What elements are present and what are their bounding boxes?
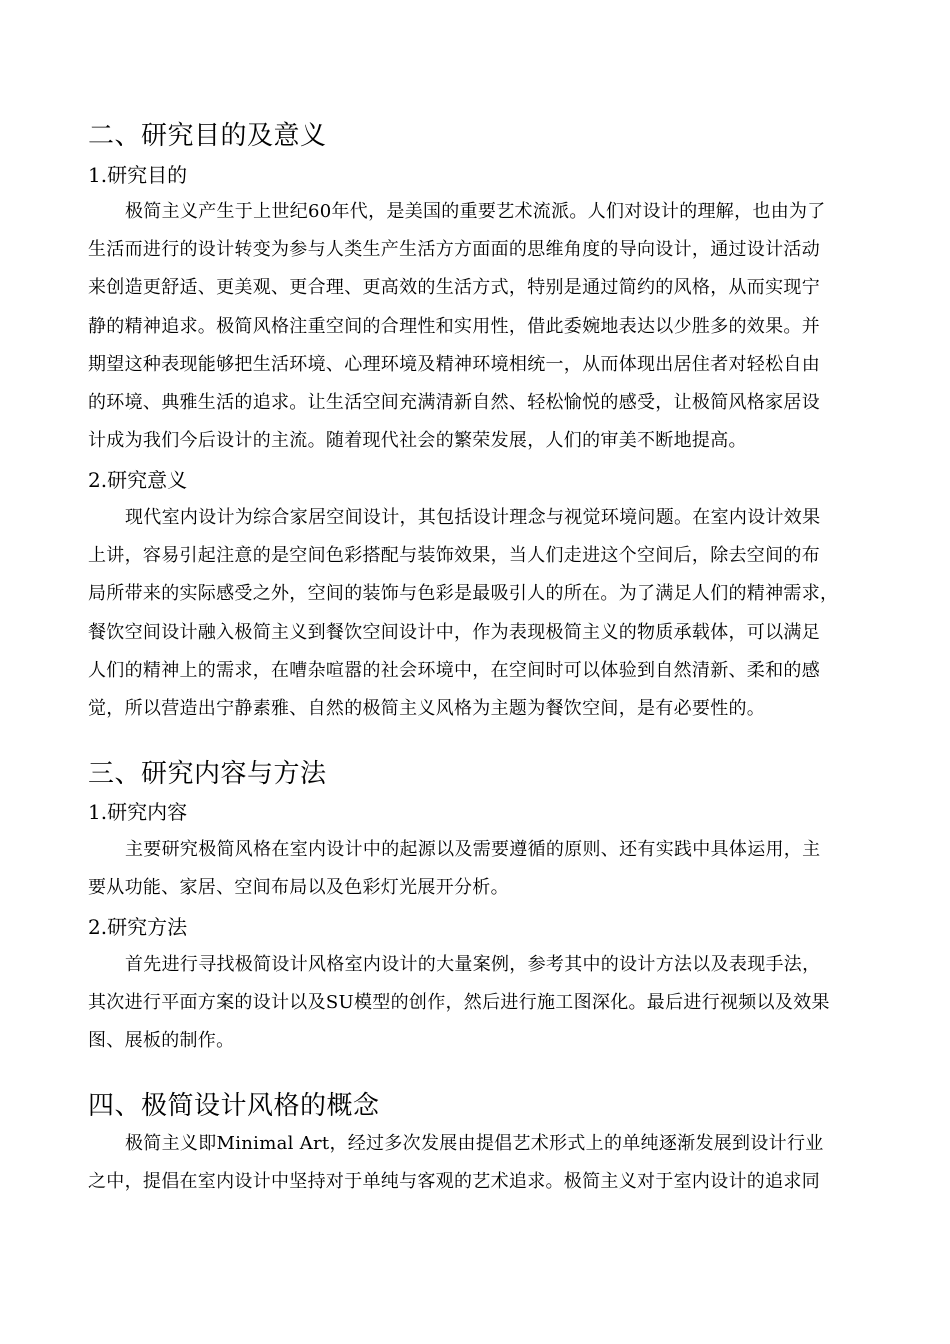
paragraph-research-goal — [88, 197, 863, 464]
text-line: 局所带来的实际感受之外，空间的装饰与色彩是最吸引人的所在。为了满足人们的精神需求， — [88, 583, 839, 605]
paragraph-research-content — [88, 835, 863, 911]
text-line: 极简主义产生于上世纪60年代，是美国的重要艺术流派。人们对设计的理解，也由为了 — [125, 201, 826, 222]
text-line: 主要研究极简风格在室内设计中的起源以及需要遵循的原则、还有实践中具体运用，主 — [125, 839, 821, 860]
text-line: 其次进行平面方案的设计以及SU模型的创作，然后进行施工图深化。最后进行视频以及效果 — [88, 992, 830, 1014]
text-line: 餐饮空间设计融入极简主义到餐饮空间设计中，作为表现极简主义的物质承载体，可以满足 — [88, 621, 820, 643]
text-line: 计成为我们今后设计的主流。随着现代社会的繁荣发展，人们的审美不断地提高。 — [88, 430, 747, 452]
text-line: 首先进行寻找极简设计风格室内设计的大量案例，参考其中的设计方法以及表现手法， — [125, 954, 821, 975]
subsection-title-research-goal: 1.研究目的 — [88, 163, 188, 187]
text-line: 觉，所以营造出宁静素雅、自然的极简主义风格为主题为餐饮空间，是有必要性的。 — [88, 697, 766, 719]
subsection-title-research-method: 2.研究方法 — [88, 915, 188, 939]
subsection-title-research-significance: 2.研究意义 — [88, 468, 188, 492]
text-line: 来创造更舒适、更美观、更合理、更高效的生活方式，特别是通过简约的风格，从而实现宁 — [88, 277, 820, 299]
text-line: 要从功能、家居、空间布局以及色彩灯光展开分析。 — [88, 877, 509, 899]
text-line: 上讲，容易引起注意的是空间色彩搭配与装饰效果，当人们走进这个空间后，除去空间的布 — [88, 545, 820, 567]
paragraph-research-method — [88, 950, 863, 1065]
text-line: 之中，提倡在室内设计中坚持对于单纯与客观的艺术追求。极简主义对于室内设计的追求同 — [88, 1171, 820, 1193]
text-line: 生活而进行的设计转变为参与人类生产生活方方面面的思维角度的导向设计，通过设计活动 — [88, 239, 820, 261]
paragraph-research-significance — [88, 503, 863, 732]
paragraph-minimalism-concept — [88, 1129, 863, 1205]
section-heading-research-content-method: 三、研究内容与方法 — [88, 759, 327, 789]
text-line: 期望这种表现能够把生活环境、心理环境及精神环境相统一，从而体现出居住者对轻松自由 — [88, 353, 820, 375]
text-line: 现代室内设计为综合家居空间设计，其包括设计理念与视觉环境问题。在室内设计效果 — [125, 507, 821, 528]
subsection-title-research-content: 1.研究内容 — [88, 800, 188, 824]
section-heading-minimalism-concept: 四、极简设计风格的概念 — [88, 1091, 380, 1121]
text-line: 极简主义即Minimal Art，经过多次发展由提倡艺术形式上的单纯逐渐发展到设计行业 — [125, 1133, 824, 1154]
section-heading-research-purpose: 二、研究目的及意义 — [88, 121, 327, 151]
text-line: 静的精神追求。极简风格注重空间的合理性和实用性，借此委婉地表达以少胜多的效果。并 — [88, 315, 820, 337]
text-line: 图、展板的制作。 — [88, 1030, 235, 1052]
text-line: 人们的精神上的需求，在嘈杂喧嚣的社会环境中，在空间时可以体验到自然清新、柔和的感 — [88, 659, 820, 681]
text-line: 的环境、典雅生活的追求。让生活空间充满清新自然、轻松愉悦的感受，让极简风格家居设 — [88, 391, 820, 413]
